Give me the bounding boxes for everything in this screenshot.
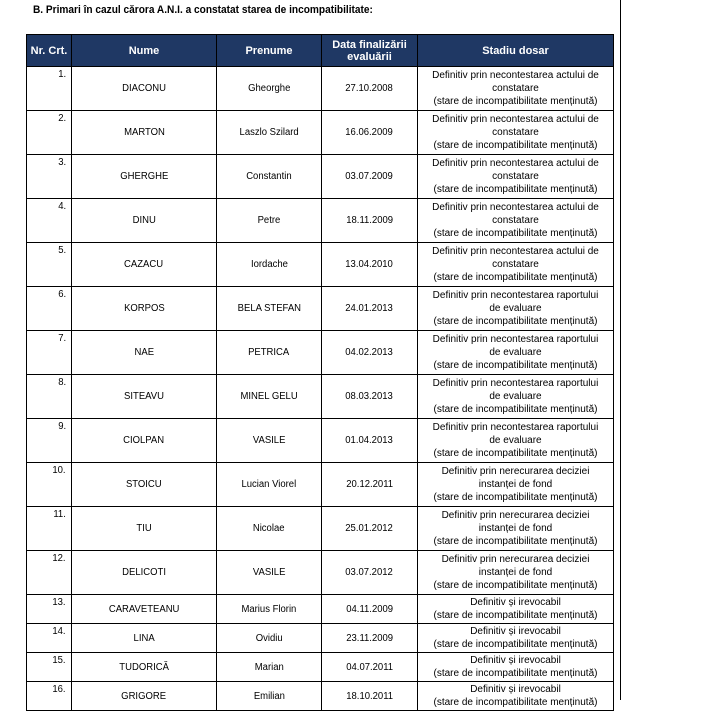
cell-prenume-text: BELA STEFAN [237, 303, 301, 314]
cell-data [322, 507, 418, 551]
cell-prenume [217, 419, 322, 463]
cell-nume-text: DINU [132, 215, 156, 226]
stadiu-line: de evaluare [489, 303, 542, 314]
stadiu-line: Definitiv și irevocabil [470, 597, 561, 608]
table-row [27, 67, 614, 111]
table-row [27, 682, 614, 711]
cell-nr [27, 653, 72, 682]
cell-prenume [217, 551, 322, 595]
cell-prenume [217, 243, 322, 287]
stadiu-line: Definitiv prin necontestarea raportului [432, 334, 599, 345]
table-row [27, 287, 614, 331]
cell-nume [72, 595, 217, 624]
stadiu-line: (stare de incompatibilitate menținută) [433, 697, 598, 708]
section-heading: B. Primari în cazul cărora A.N.I. a constatat starea de incompatibilitate: [33, 4, 373, 16]
cell-stadiu [418, 199, 614, 243]
cell-stadiu [418, 287, 614, 331]
cell-nr-text: 5. [57, 245, 66, 256]
cell-data [322, 653, 418, 682]
cell-nume [72, 624, 217, 653]
cell-prenume-text: VASILE [252, 567, 286, 578]
stadiu-line: Definitiv prin necontestarea actului de [432, 202, 599, 213]
cell-nume [72, 463, 217, 507]
table-row [27, 463, 614, 507]
cell-nr-text: 11. [53, 509, 66, 520]
cell-data [322, 682, 418, 711]
stadiu-line: (stare de incompatibilitate menținută) [433, 184, 598, 195]
table-row [27, 595, 614, 624]
cell-stadiu [418, 507, 614, 551]
cell-prenume-text: Lucian Viorel [241, 479, 297, 490]
cell-nume [72, 507, 217, 551]
cell-nr-text: 1. [57, 69, 66, 80]
cell-data [322, 243, 418, 287]
cell-data-text: 13.04.2010 [345, 259, 394, 270]
stadiu-line: (stare de incompatibilitate menținută) [433, 404, 598, 415]
cell-nume-text: MARTON [123, 127, 165, 138]
cell-stadiu [418, 155, 614, 199]
stadiu-line: Definitiv prin necontestarea raportului [432, 290, 599, 301]
cell-stadiu [418, 624, 614, 653]
cell-data [322, 551, 418, 595]
cell-data-text: 18.10.2011 [346, 690, 393, 702]
cell-data-text: 04.02.2013 [345, 347, 394, 358]
cell-data [322, 419, 418, 463]
cell-prenume [217, 463, 322, 507]
cell-stadiu [418, 595, 614, 624]
cell-data [322, 463, 418, 507]
table-row [27, 111, 614, 155]
stadiu-line: (stare de incompatibilitate menținută) [433, 580, 598, 591]
cell-prenume [217, 111, 322, 155]
col-header-nr: Nr. Crt. [27, 35, 72, 67]
cell-prenume [217, 595, 322, 624]
cell-nr [27, 155, 72, 199]
cell-data-text: 24.01.2013 [345, 303, 394, 314]
stadiu-line: Definitiv și irevocabil [470, 684, 561, 695]
cell-nr-text: 15. [52, 655, 66, 666]
cell-stadiu [418, 111, 614, 155]
stadiu-line: (stare de incompatibilitate menținută) [433, 140, 598, 151]
table-row [27, 331, 614, 375]
cell-nume [72, 199, 217, 243]
cell-prenume [217, 624, 322, 653]
cell-nr-text: 16. [52, 684, 66, 695]
stadiu-line: (stare de incompatibilitate menținută) [433, 536, 598, 547]
cell-nr [27, 243, 72, 287]
cell-nr [27, 551, 72, 595]
table-row [27, 243, 614, 287]
cell-stadiu [418, 243, 614, 287]
cell-nr [27, 419, 72, 463]
stadiu-line: (stare de incompatibilitate menținută) [433, 639, 598, 650]
stadiu-line: constatare [492, 83, 539, 94]
cell-data-text: 27.10.2008 [345, 83, 394, 94]
cell-nr-text: 12. [52, 553, 66, 564]
cell-data-text: 03.07.2012 [345, 567, 394, 578]
cell-data [322, 67, 418, 111]
cell-stadiu [418, 653, 614, 682]
cell-nume [72, 111, 217, 155]
cell-nume [72, 653, 217, 682]
cell-nr-text: 3. [57, 157, 66, 168]
cell-nume-text: SITEAVU [124, 391, 164, 402]
cell-nr-text: 14. [52, 626, 66, 637]
cell-data [322, 199, 418, 243]
cell-stadiu [418, 463, 614, 507]
cell-nume-text: TUDORICĂ [119, 661, 169, 673]
cell-nr [27, 595, 72, 624]
stadiu-line: Definitiv prin nerecurarea deciziei [441, 466, 590, 477]
cell-prenume [217, 199, 322, 243]
stadiu-line: Definitiv prin necontestarea actului de [432, 70, 599, 81]
col-header-prenume: Prenume [217, 35, 322, 67]
cell-nr-text: 13. [52, 597, 66, 608]
cell-stadiu [418, 67, 614, 111]
stadiu-line: (stare de incompatibilitate menținută) [433, 448, 598, 459]
cell-nr [27, 287, 72, 331]
stadiu-line: Definitiv prin necontestarea actului de [432, 158, 599, 169]
cell-prenume [217, 375, 322, 419]
cell-data [322, 595, 418, 624]
cell-data-text: 01.04.2013 [345, 435, 394, 446]
cell-data-text: 03.07.2009 [345, 171, 394, 182]
cell-nr [27, 507, 72, 551]
stadiu-line: (stare de incompatibilitate menținută) [433, 96, 598, 107]
stadiu-line: Definitiv prin nerecurarea deciziei [441, 554, 590, 565]
table-row [27, 199, 614, 243]
table-body [27, 67, 614, 711]
stadiu-line: instanței de fond [478, 523, 553, 534]
cell-nr-text: 2. [57, 113, 66, 124]
cell-prenume [217, 287, 322, 331]
incompatibility-table [26, 34, 614, 711]
cell-nume [72, 375, 217, 419]
stadiu-line: constatare [492, 127, 539, 138]
cell-nume [72, 243, 217, 287]
cell-nume-text: LINA [133, 632, 155, 644]
stadiu-line: Definitiv prin necontestarea actului de [432, 246, 599, 257]
cell-nume-text: TIU [136, 523, 152, 534]
stadiu-line: Definitiv prin necontestarea raportului [432, 378, 599, 389]
cell-prenume-text: Laszlo Szilard [239, 127, 299, 138]
cell-nume [72, 155, 217, 199]
cell-prenume-text: Marian [254, 661, 284, 673]
stadiu-line: instanței de fond [478, 479, 553, 490]
cell-nume-text: DELICOTI [122, 567, 166, 578]
cell-nume-text: GRIGORE [121, 690, 167, 702]
stadiu-line: constatare [492, 171, 539, 182]
cell-data [322, 287, 418, 331]
stadiu-line: (stare de incompatibilitate menținută) [433, 610, 598, 621]
cell-nume [72, 551, 217, 595]
cell-prenume [217, 331, 322, 375]
col-header-nume: Nume [72, 35, 217, 67]
cell-nr [27, 331, 72, 375]
stadiu-line: (stare de incompatibilitate menținută) [433, 228, 598, 239]
table-header-row [27, 35, 614, 67]
stadiu-line: de evaluare [489, 435, 542, 446]
cell-nr-text: 7. [57, 333, 66, 344]
stadiu-line: constatare [492, 259, 539, 270]
table-row [27, 419, 614, 463]
cell-nume-text: CIOLPAN [123, 435, 165, 446]
cell-prenume [217, 682, 322, 711]
cell-stadiu [418, 375, 614, 419]
table-row [27, 624, 614, 653]
stadiu-line: (stare de incompatibilitate menținută) [433, 668, 598, 679]
cell-nr [27, 682, 72, 711]
cell-prenume [217, 653, 322, 682]
stadiu-line: de evaluare [489, 391, 542, 402]
cell-prenume-text: Marius Florin [241, 603, 297, 615]
table-row [27, 551, 614, 595]
stadiu-line: Definitiv prin nerecurarea deciziei [441, 510, 590, 521]
stadiu-line: de evaluare [489, 347, 542, 358]
cell-data-text: 04.11.2009 [346, 603, 393, 615]
table-row [27, 155, 614, 199]
cell-prenume-text: Petre [257, 215, 281, 226]
cell-nume [72, 287, 217, 331]
cell-nume-text: CAZACU [124, 259, 164, 270]
cell-prenume-text: PETRICA [248, 347, 290, 358]
cell-data-text: 23.11.2009 [346, 632, 393, 644]
cell-data-text: 04.07.2011 [346, 661, 393, 673]
cell-prenume-text: Nicolae [253, 523, 285, 534]
stadiu-line: (stare de incompatibilitate menținută) [433, 316, 598, 327]
cell-nr [27, 199, 72, 243]
cell-prenume-text: Gheorghe [247, 83, 291, 94]
cell-nume [72, 682, 217, 711]
cell-prenume-text: Iordache [250, 259, 288, 270]
cell-nr-text: 9. [57, 421, 66, 432]
cell-data-text: 16.06.2009 [345, 127, 394, 138]
cell-prenume [217, 67, 322, 111]
cell-nume-text: KORPOS [123, 303, 165, 314]
cell-data [322, 331, 418, 375]
cell-prenume-text: Constantin [246, 171, 292, 182]
stadiu-line: (stare de incompatibilitate menținută) [433, 272, 598, 283]
cell-data [322, 624, 418, 653]
cell-prenume-text: Emilian [253, 690, 285, 702]
cell-prenume-text: VASILE [252, 435, 286, 446]
cell-nr [27, 375, 72, 419]
cell-data-text: 18.11.2009 [346, 215, 393, 226]
stadiu-line: Definitiv și irevocabil [470, 655, 561, 666]
table-row [27, 507, 614, 551]
cell-stadiu [418, 331, 614, 375]
cell-nr-text: 6. [57, 289, 66, 300]
stadiu-line: (stare de incompatibilitate menținută) [433, 360, 598, 371]
cell-nume-text: GHERGHE [119, 171, 169, 182]
cell-nr [27, 463, 72, 507]
cell-nr-text: 8. [57, 377, 66, 388]
cell-nume-text: CARAVETEANU [108, 603, 180, 615]
table-row [27, 375, 614, 419]
stadiu-line: Definitiv și irevocabil [470, 626, 561, 637]
cell-stadiu [418, 682, 614, 711]
cell-prenume [217, 155, 322, 199]
cell-data [322, 155, 418, 199]
stadiu-line: Definitiv prin necontestarea raportului [432, 422, 599, 433]
cell-prenume-text: Ovidiu [255, 632, 283, 644]
stadiu-line: Definitiv prin necontestarea actului de [432, 114, 599, 125]
cell-data-text: 08.03.2013 [345, 391, 394, 402]
cell-data-text: 25.01.2012 [345, 523, 394, 534]
cell-nume-text: NAE [134, 347, 154, 358]
cell-nume [72, 67, 217, 111]
cell-nr [27, 67, 72, 111]
cell-nr-text: 4. [57, 201, 66, 212]
page-right-border [620, 0, 621, 700]
stadiu-line: constatare [492, 215, 539, 226]
cell-nr-text: 10. [52, 465, 66, 476]
cell-data [322, 111, 418, 155]
cell-nume [72, 419, 217, 463]
cell-nume [72, 331, 217, 375]
stadiu-line: (stare de incompatibilitate menținută) [433, 492, 598, 503]
cell-nume-text: STOICU [126, 479, 162, 490]
cell-stadiu [418, 551, 614, 595]
cell-prenume [217, 507, 322, 551]
cell-nume-text: DIACONU [122, 83, 166, 94]
cell-prenume-text: MINEL GELU [240, 391, 298, 402]
table-row [27, 653, 614, 682]
col-header-data: Data finalizării evaluării [322, 35, 418, 67]
cell-data-text: 20.12.2011 [346, 479, 393, 490]
col-header-stadiu: Stadiu dosar [418, 35, 614, 67]
cell-nr [27, 111, 72, 155]
cell-nr [27, 624, 72, 653]
stadiu-line: instanței de fond [478, 567, 553, 578]
cell-data [322, 375, 418, 419]
cell-stadiu [418, 419, 614, 463]
